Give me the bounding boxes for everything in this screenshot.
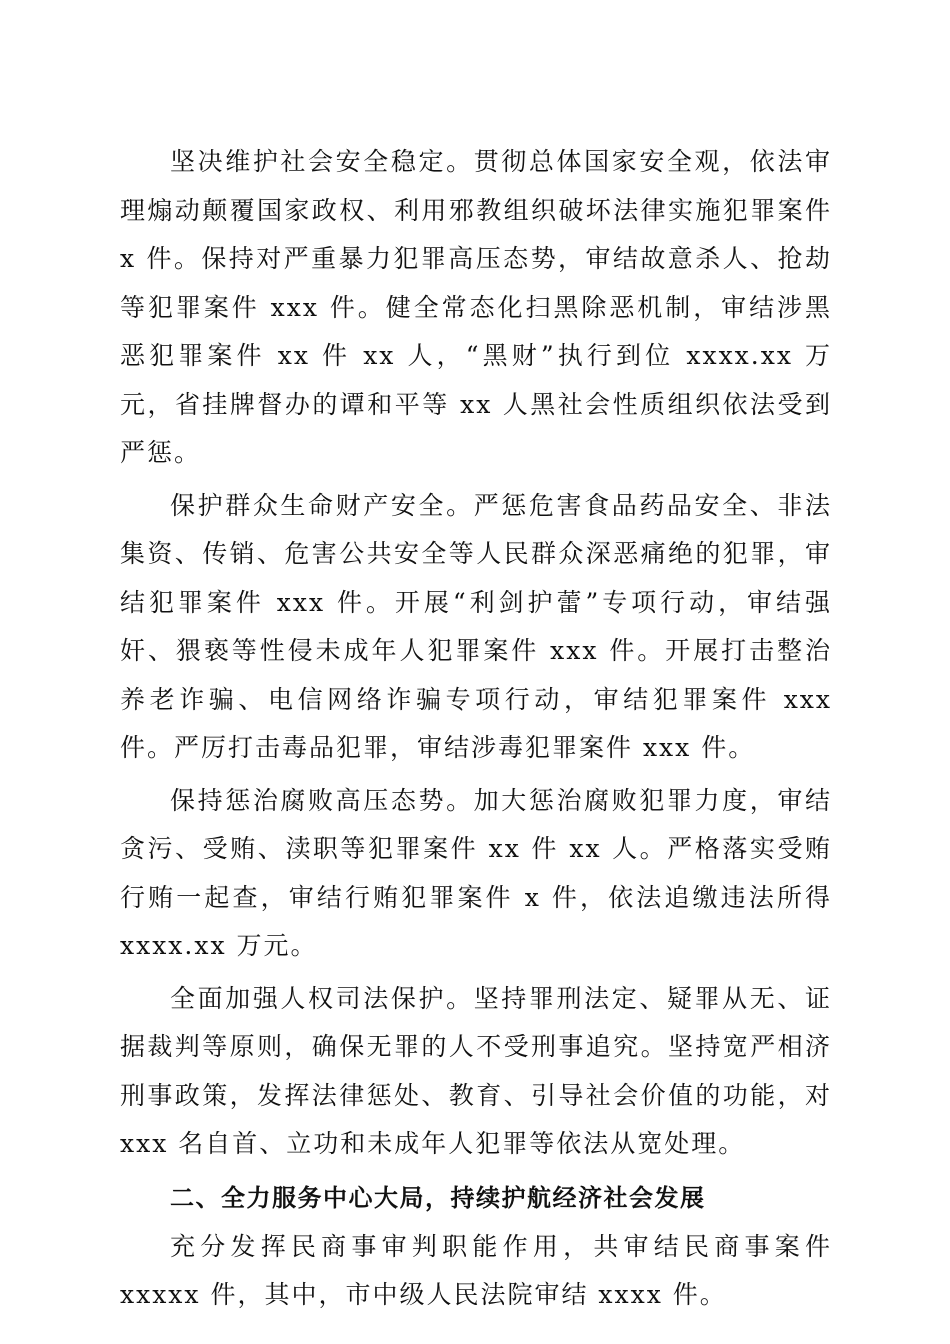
paragraph-human-rights: 全面加强人权司法保护。坚持罪刑法定、疑罪从无、证据裁判等原则，确保无罪的人不受刑事追究。坚持宽严相济刑事政策，发挥法律惩处、教育、引导社会价值的功能，对 xxx 名自首、立功和未成年人犯罪等依法从宽处理。 <box>120 983 832 1158</box>
section-heading: 二、全力服务中心大局，持续护航经济社会发展 <box>170 1183 706 1212</box>
document-body <box>120 138 832 1324</box>
paragraph-social-security: 坚决维护社会安全稳定。贯彻总体国家安全观，依法审理煽动颠覆国家政权、利用邪教组织破坏法律实施犯罪案件 x 件。保持对严重暴力犯罪高压态势，审结故意杀人、抢劫等犯罪案件 xxx 件。健全常态化扫黑除恶机制，审结涉黑恶犯罪案件 xx 件 xx 人，“黑财”执行到位 xxxx.xx 万元，省挂牌督办的谭和平等 xx 人黑社会性质组织依法受到严惩。 <box>120 147 832 467</box>
paragraph-anti-corruption: 保持惩治腐败高压态势。加大惩治腐败犯罪力度，审结贪污、受贿、渎职等犯罪案件 xx 件 xx 人。严格落实受贿行贿一起查，审结行贿犯罪案件 x 件，依法追缴违法所得 xxxx.xx 万元。 <box>120 785 832 960</box>
paragraph-civil-commercial: 充分发挥民商事审判职能作用，共审结民商事案件 xxxxx 件，其中，市中级人民法院审结 xxxx 件。 <box>120 1231 832 1309</box>
paragraph-public-safety: 保护群众生命财产安全。严惩危害食品药品安全、非法集资、传销、危害公共安全等人民群众深恶痛绝的犯罪，审结犯罪案件 xxx 件。开展“利剑护蕾”专项行动，审结强奸、猥亵等性侵未成年人犯罪案件 xxx 件。开展打击整治养老诈骗、电信网络诈骗专项行动，审结犯罪案件 xxx 件。严厉打击毒品犯罪，审结涉毒犯罪案件 xxx 件。 <box>120 490 832 762</box>
